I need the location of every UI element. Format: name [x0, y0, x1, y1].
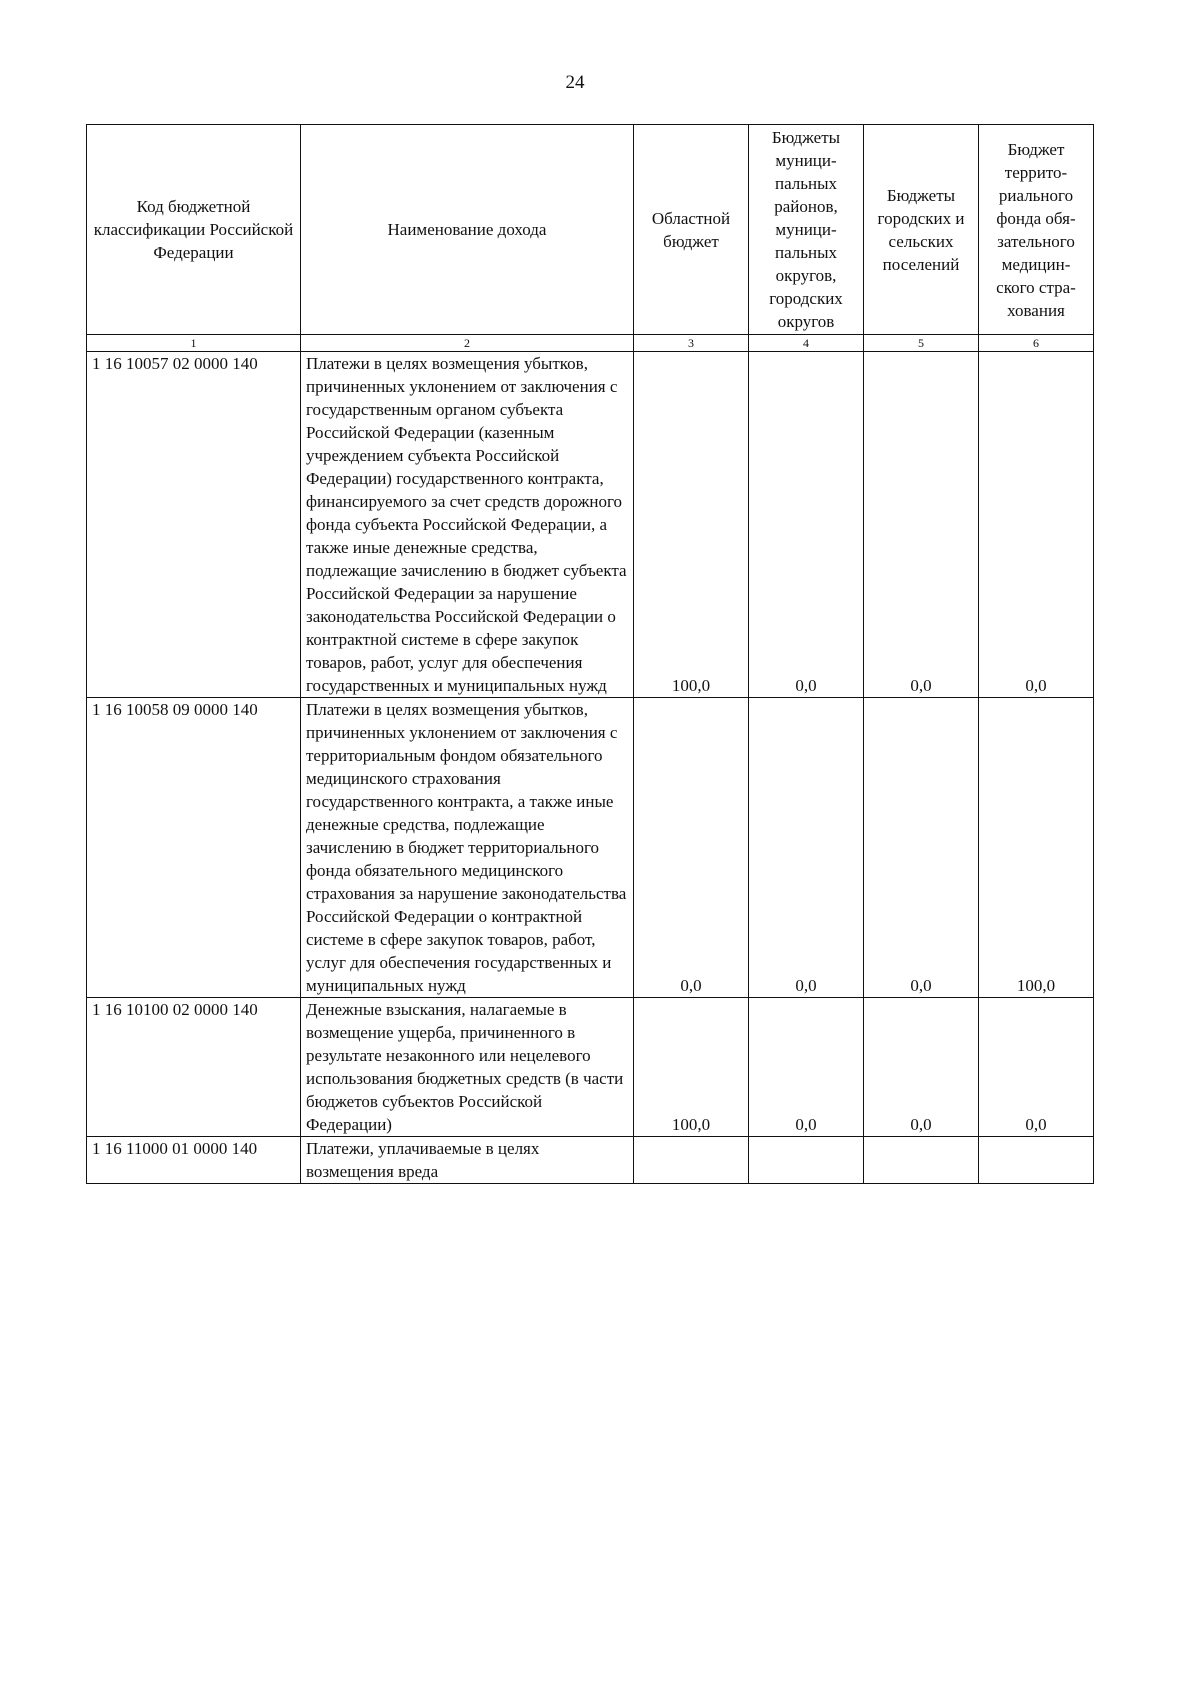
column-number: 1	[87, 335, 301, 352]
column-number: 4	[749, 335, 864, 352]
row-value-municipal	[749, 1137, 864, 1184]
row-name: Платежи в целях возмещения убытков, причиненных уклонением от заключения с государственным органом субъекта Российской Федерации (казенным учреждением субъекта Российской Федерации) государственного контракта, финансируемого за счет средств дорожного фонда субъекта Российской Федерации, а также иные денежные средства, подлежащие зачислению в бюджет субъекта Российской Федерации за нарушение законодательства Российской Федерации о контрактной системе в сфере закупок товаров, работ, услуг для обеспечения государственных и муниципальных нужд	[301, 352, 634, 698]
row-value-settlement	[864, 1137, 979, 1184]
column-number: 3	[634, 335, 749, 352]
row-value-medical-fund: 100,0	[979, 698, 1094, 998]
revenue-distribution-table	[86, 124, 1094, 1184]
row-value-municipal: 0,0	[749, 998, 864, 1137]
row-value-medical-fund: 0,0	[979, 998, 1094, 1137]
table-row	[87, 998, 1094, 1137]
row-value-municipal: 0,0	[749, 698, 864, 998]
header-settlement-budgets: Бюджеты городских и сельских поселений	[864, 125, 979, 335]
row-code: 1 16 11000 01 0000 140	[87, 1137, 301, 1184]
row-value-medical-fund	[979, 1137, 1094, 1184]
header-code: Код бюджетной классификации Российской Федерации	[87, 125, 301, 335]
row-value-regional: 0,0	[634, 698, 749, 998]
table-row	[87, 698, 1094, 998]
row-name: Платежи в целях возмещения убытков, причиненных уклонением от заключения с территориальным фондом обязательного медицинского страхования государственного контракта, а также иные денежные средства, подлежащие зачислению в бюджет территориального фонда обязательного медицинского страхования за нарушение законодательства Российской Федерации о контрактной системе в сфере закупок товаров, работ, услуг для обеспечения государственных и муниципальных нужд	[301, 698, 634, 998]
column-number-row	[87, 335, 1094, 352]
row-name: Денежные взыскания, налагаемые в возмещение ущерба, причиненного в результате незаконного или нецелевого использования бюджетных средств (в части бюджетов субъектов Российской Федерации)	[301, 998, 634, 1137]
column-number: 6	[979, 335, 1094, 352]
table-header-row	[87, 125, 1094, 335]
row-code: 1 16 10058 09 0000 140	[87, 698, 301, 998]
header-regional-budget: Областной бюджет	[634, 125, 749, 335]
column-number: 2	[301, 335, 634, 352]
row-value-municipal: 0,0	[749, 352, 864, 698]
row-value-regional	[634, 1137, 749, 1184]
row-value-settlement: 0,0	[864, 698, 979, 998]
row-value-settlement: 0,0	[864, 998, 979, 1137]
row-name: Платежи, уплачиваемые в целях возмещения вреда	[301, 1137, 634, 1184]
header-municipal-budgets: Бюджеты муници-пальных районов, муници-пальных округов, городских округов	[749, 125, 864, 335]
row-value-regional: 100,0	[634, 998, 749, 1137]
row-code: 1 16 10057 02 0000 140	[87, 352, 301, 698]
row-value-medical-fund: 0,0	[979, 352, 1094, 698]
row-code: 1 16 10100 02 0000 140	[87, 998, 301, 1137]
table-row	[87, 352, 1094, 698]
page-number: 24	[565, 72, 585, 93]
table-row	[87, 1137, 1094, 1184]
column-number: 5	[864, 335, 979, 352]
header-medical-insurance-fund: Бюджет террито-риального фонда обя-зательного медицин-ского стра-хования	[979, 125, 1094, 335]
row-value-regional: 100,0	[634, 352, 749, 698]
row-value-settlement: 0,0	[864, 352, 979, 698]
header-name: Наименование дохода	[301, 125, 634, 335]
